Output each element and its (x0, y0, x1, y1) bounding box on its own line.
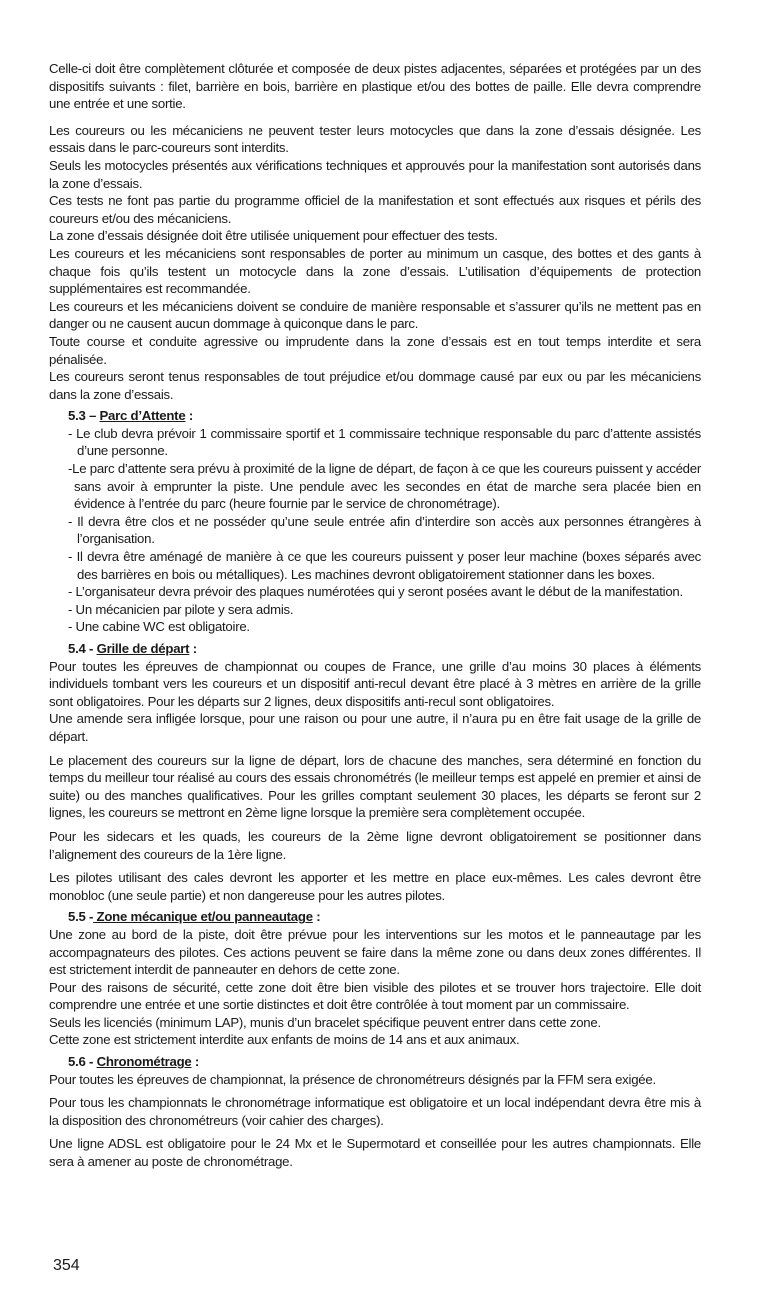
list-item: - Il devra être clos et ne posséder qu’une seule entrée afin d’interdire son accès aux personnes étrangères à l’organisation. (68, 513, 701, 547)
section-number: 5.5 - (68, 909, 94, 925)
section-heading-5-4 (68, 640, 701, 658)
section-colon: : (191, 1054, 200, 1070)
intro-paragraph-9: Les coureurs seront tenus responsables de tout préjudice et/ou dommage causé par eux ou par les mécaniciens dans la zone d’essais. (49, 369, 701, 402)
list-item: - L’organisateur devra prévoir des plaques numérotées qui y seront posées avant le début de la manifestation. (68, 584, 683, 600)
document-body (49, 60, 701, 1171)
section-5-5-paragraph-2: Pour des raisons de sécurité, cette zone doit être bien visible des pilotes et se trouver hors trajectoire. Elle doit comprendre une entrée et une sortie distinctes et doit être contrôlée à tout moment par un commissaire. (49, 979, 701, 1013)
section-5-4-paragraph-1: Pour toutes les épreuves de championnat ou coupes de France, une grille d’au moins 30 places à éléments individuels tombant vers les coureurs et un dispositif anti-recul devant être placé à 3 mètres en arrière de la grille sont obligatoires. Pour les départs sur 2 lignes, deux dispositifs anti-recul sont obligatoires. (49, 658, 701, 709)
section-5-4-paragraph-3: Le placement des coureurs sur la ligne de départ, lors de chacune des manches, sera déterminé en fonction du temps du meilleur tour réalisé au cours des essais chronométrés (le meilleur temps est appelé en premier et ainsi de suite) ou des manches qualificatives. Pour les grilles comptant seulement 30 places, les départs se feront sur 2 lignes, les coureurs se mettront en 2ème ligne lorsque la première sera complètement occupée. (49, 752, 701, 821)
section-title: Parc d’Attente (99, 408, 186, 424)
section-title: Zone mécanique et/ou panneautage (93, 909, 313, 925)
intro-paragraph-5: La zone d’essais désignée doit être utilisée uniquement pour effectuer des tests. (49, 228, 498, 244)
section-5-4-paragraph-4: Pour les sidecars et les quads, les coureurs de la 2ème ligne devront obligatoirement se positionner dans l’alignement des coureurs de la 1ère ligne. (49, 828, 701, 862)
section-heading-5-6 (68, 1053, 701, 1071)
section-title: Chronométrage (96, 1054, 192, 1070)
list-item: - Le club devra prévoir 1 commissaire sportif et 1 commissaire technique responsable du parc d’attente assistés d’une personne. (68, 425, 701, 459)
intro-paragraph-1: Celle-ci doit être complètement clôturée et composée de deux pistes adjacentes, séparées et protégées par un des dispositifs suivants : filet, barrière en bois, barrière en plastique et/ou des bottes de paille. Elle devra comprendre une entrée et une sortie. (49, 61, 701, 112)
intro-paragraph-3: Seuls les motocycles présentés aux vérifications techniques et approuvés pour la manifestation sont autorisés dans la zone d’essais. (49, 157, 701, 191)
section-heading-5-5 (68, 908, 701, 926)
intro-paragraph-4: Ces tests ne font pas partie du programme officiel de la manifestation et sont effectués aux risques et périls des coureurs et/ou des mécaniciens. (49, 193, 701, 226)
section-5-4-paragraph-2: Une amende sera infligée lorsque, pour une raison ou pour une autre, il n’aura pu en être fait usage de la grille de départ. (49, 711, 701, 744)
waiting-park-list (49, 425, 701, 636)
section-5-6-paragraph-3: Une ligne ADSL est obligatoire pour le 24 Mx et le Supermotard et conseillée pour les autres championnats. Elle sera à amener au poste de chronométrage. (49, 1136, 701, 1170)
section-colon: : (185, 408, 193, 424)
section-heading-5-3 (68, 407, 701, 425)
list-item: - Il devra être aménagé de manière à ce que les coureurs puissent y poser leur machine (boxes séparés avec des barrières en bois ou métalliques). Les machines devront obligatoirement stationner dans les boxes. (68, 549, 701, 582)
section-colon: : (189, 641, 197, 656)
section-5-5-paragraph-4: Cette zone est strictement interdite aux enfants de moins de 14 ans et aux animaux. (49, 1032, 520, 1048)
list-item: -Le parc d’attente sera prévu à proximité de la ligne de départ, de façon à ce que les coureurs puissent y accéder sans avoir à emprunter la piste. Une pendule avec les secondes en état de marche sera placée bien en évidence à l’entrée du parc (heure fournie par le service de chronométrage). (68, 461, 701, 512)
intro-paragraph-6: Les coureurs et les mécaniciens sont responsables de porter au minimum un casque, des bottes et des gants à chaque fois qu’ils testent un motocycle dans la zone d’essais. L’utilisation d’équipements de protection supplémentaires est recommandée. (49, 245, 701, 297)
intro-paragraph-2: Les coureurs ou les mécaniciens ne peuvent tester leurs motocycles que dans la zone d’essais désignée. Les essais dans le parc-coureurs sont interdits. (49, 122, 701, 156)
section-5-5-paragraph-1: Une zone au bord de la piste, doit être prévue pour les interventions sur les motos et le panneautage par les accompagnateurs des pilotes. Ces actions peuvent se faire dans la même zone ou dans deux zones différentes. Il est strictement interdit de panneauter en dehors de cette zone. (49, 926, 701, 978)
section-5-5-paragraph-3: Seuls les licenciés (minimum LAP), munis d’un bracelet spécifique peuvent entrer dans cette zone. (49, 1014, 601, 1030)
intro-paragraph-7: Les coureurs et les mécaniciens doivent se conduire de manière responsable et s’assurer qu’ils ne mettent pas en danger ou ne causent aucun dommage à quiconque dans le parc. (49, 298, 701, 332)
section-colon: : (312, 909, 321, 925)
section-5-4-paragraph-5: Les pilotes utilisant des cales devront les apporter et les mettre en place eux-mêmes. Les cales devront être monobloc (une seule partie) et non dangereuse pour les autres pilotes. (49, 870, 701, 903)
page-number: 354 (53, 1257, 80, 1274)
section-5-6-paragraph-2: Pour tous les championnats le chronométrage informatique est obligatoire et un local indépendant devra être mis à la disposition des chronométreurs (voir cahier des charges). (49, 1095, 701, 1128)
intro-paragraph-8: Toute course et conduite agressive ou imprudente dans la zone d’essais est en tout temps interdite et sera pénalisée. (49, 333, 701, 367)
list-item: - Une cabine WC est obligatoire. (68, 619, 250, 635)
section-title: Grille de départ (96, 641, 190, 656)
list-item: - Un mécanicien par pilote y sera admis. (68, 601, 294, 617)
section-5-6-paragraph-1: Pour toutes les épreuves de championnat, la présence de chronométreurs désignés par la FFM sera exigée. (49, 1071, 656, 1087)
section-number: 5.6 - (68, 1054, 97, 1070)
section-number: 5.3 – (68, 408, 100, 424)
section-number: 5.4 - (68, 641, 97, 656)
